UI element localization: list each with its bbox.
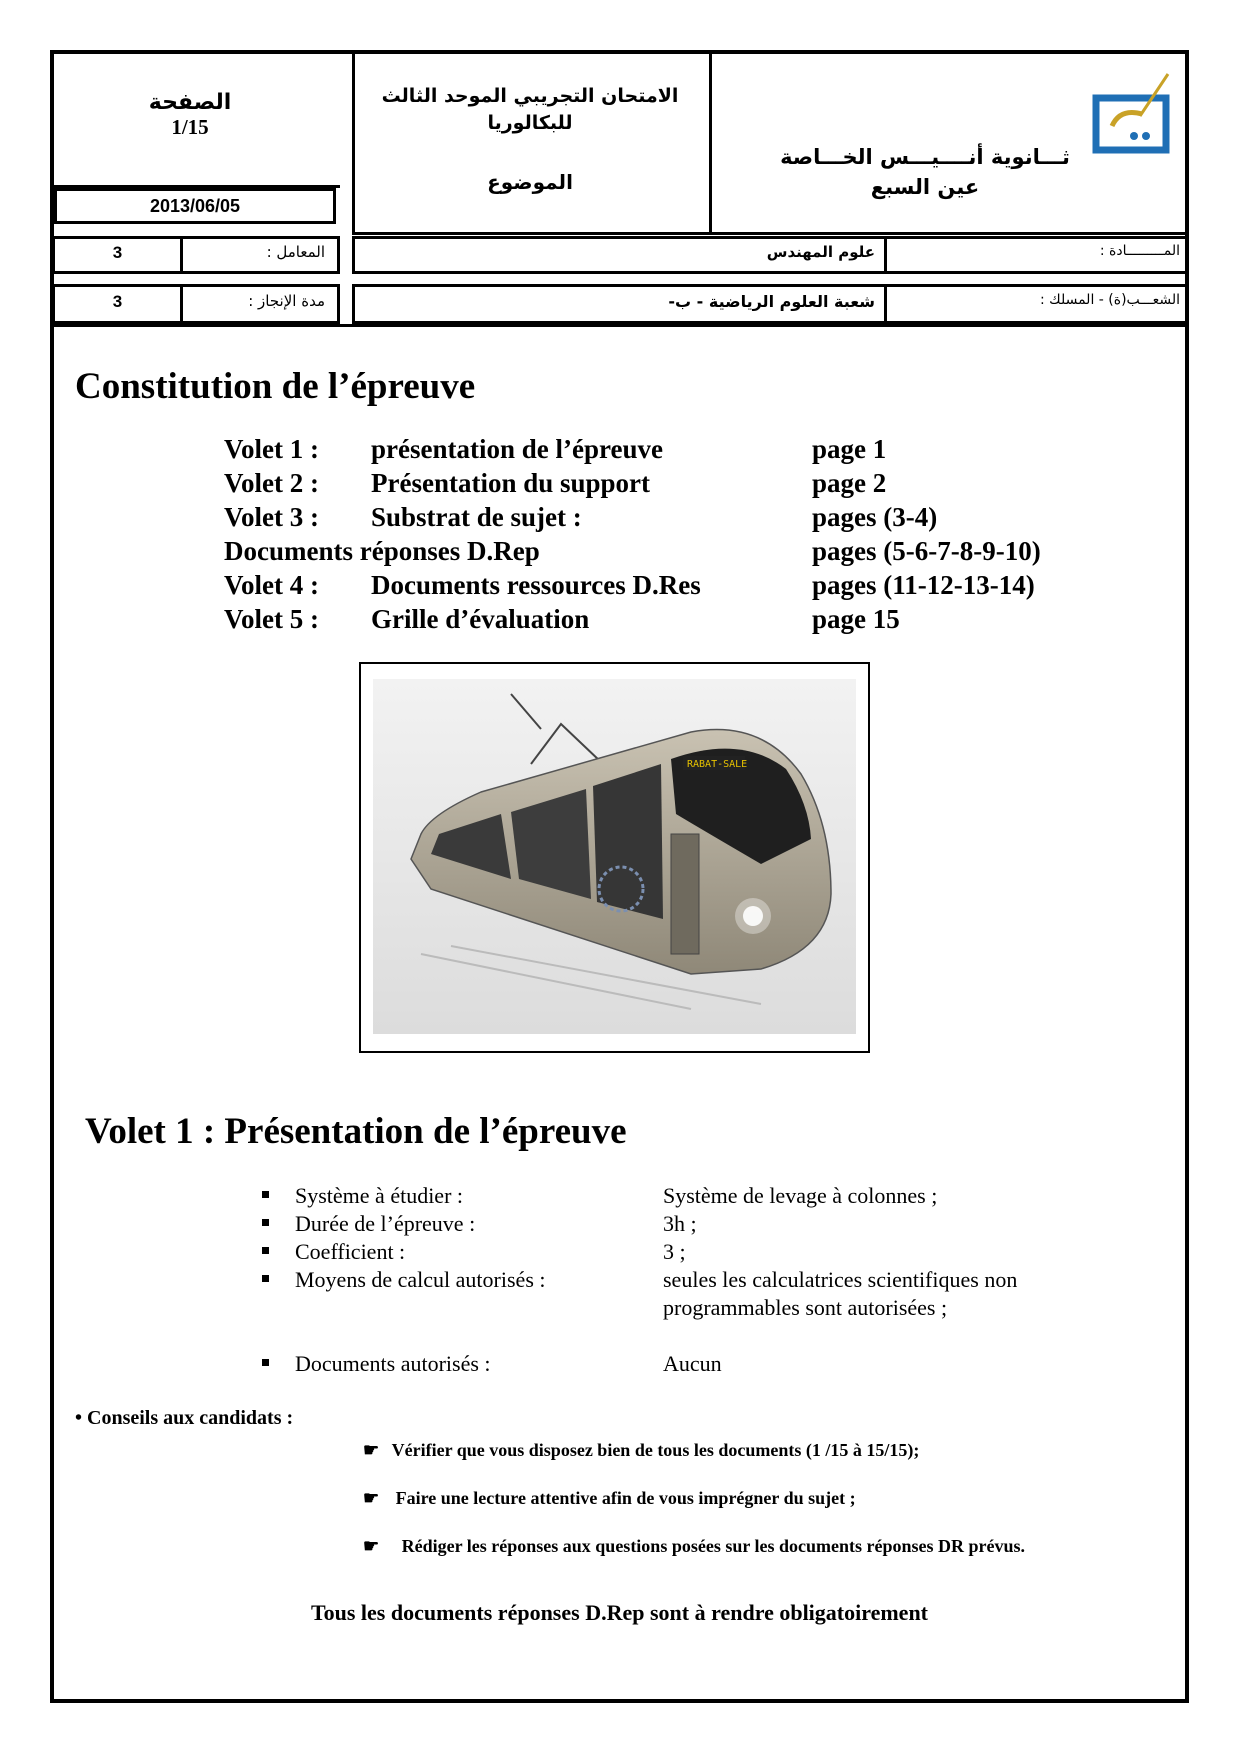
advice-text: Rédiger les réponses aux questions posées sur les documents réponses DR prévus. (401, 1536, 1026, 1556)
toc-row-4 (224, 534, 1074, 568)
toc-pages: page 2 (812, 468, 887, 498)
advice-item-3 (363, 1536, 1183, 1557)
duration-divider (180, 284, 183, 324)
toc-label: Volet 2 : (224, 468, 319, 498)
duration-value: 3 (112, 292, 123, 311)
header-bottom-line (50, 324, 1189, 327)
toc-label: Volet 5 : (224, 604, 319, 634)
school-name: ثـــانوية أنــــيـــس الخـــاصة (780, 145, 1070, 169)
volet1-item-label: Moyens de calcul autorisés : (295, 1267, 546, 1292)
header-vline-1 (352, 50, 355, 233)
bullet-icon (262, 1219, 269, 1226)
page-label: الصفحة (148, 90, 232, 115)
volet1-item-value: Aucun (663, 1351, 722, 1376)
toc-label: Documents réponses D.Rep (224, 536, 540, 566)
volet1-item-3 (262, 1238, 1162, 1266)
toc-pages: pages (11-12-13-14) (812, 570, 1035, 600)
exam-date: 2013/06/05 (149, 196, 241, 216)
branch-label: الشعـــب(ة) - المسلك : (1040, 292, 1180, 308)
volet1-item-5 (262, 1350, 1162, 1378)
pointing-hand-icon: ☛ (363, 1536, 380, 1556)
coef-value: 3 (112, 243, 123, 262)
toc-desc: Grille d’évaluation (371, 604, 590, 634)
matter-value: علوم المهندس (766, 243, 875, 261)
volet1-item-value: 3h ; (663, 1211, 697, 1236)
toc-row-3 (224, 500, 1074, 534)
duration-label: مدة الإنجاز : (248, 292, 325, 310)
advice-item-2 (363, 1488, 1183, 1509)
bullet-icon (262, 1247, 269, 1254)
exam-title-line1: الامتحان التجريبي الموحد الثالث (381, 85, 679, 107)
matter-label: المـــــــــادة : (1099, 243, 1180, 259)
tram-image-frame (359, 662, 870, 1053)
header-vline-2 (709, 50, 712, 233)
volet1-item-2 (262, 1210, 1162, 1238)
toc-row-5 (224, 568, 1074, 602)
advice-item-1 (363, 1440, 1183, 1461)
branch-value: شعبة العلوم الرياضية - ب- (668, 292, 875, 311)
date-box (54, 188, 336, 224)
school-location: عين السبع (870, 175, 980, 199)
toc-row-2 (224, 466, 1074, 500)
volet1-item-4 (262, 1266, 1162, 1322)
bullet-icon (262, 1359, 269, 1366)
toc-pages: pages (5-6-7-8-9-10) (812, 536, 1041, 566)
toc-row-6 (224, 602, 1074, 636)
subject-label: الموضوع (487, 170, 573, 194)
toc-desc: Présentation du support (371, 468, 651, 498)
toc-label: Volet 4 : (224, 570, 319, 600)
volet1-item-value: Système de levage à colonnes ; (663, 1183, 938, 1208)
advice-text: Faire une lecture attentive afin de vous imprégner du sujet ; (395, 1488, 856, 1508)
toc-label: Volet 3 : (224, 502, 319, 532)
branch-divider (884, 284, 887, 324)
volet1-item-value: seules les calculatrices scientifiques non (663, 1267, 1018, 1292)
coef-divider (180, 236, 183, 274)
school-logo-icon (1090, 68, 1180, 158)
tram-image (361, 664, 868, 1051)
volet1-item-label: Durée de l’épreuve : (295, 1211, 476, 1236)
coef-label: المعامل : (266, 243, 325, 261)
page-number: 1/15 (171, 115, 209, 139)
volet1-item-value: 3 ; (663, 1239, 686, 1264)
pointing-hand-icon: ☛ (363, 1488, 380, 1508)
toc-pages: page 15 (812, 604, 900, 634)
bullet-icon (262, 1191, 269, 1198)
constitution-title: Constitution de l’épreuve (75, 366, 476, 407)
toc-desc: Documents ressources D.Res (371, 570, 701, 600)
toc-pages: pages (3-4) (812, 502, 938, 532)
volet1-item-label: Coefficient : (295, 1239, 406, 1264)
volet1-item-1 (262, 1182, 1162, 1210)
tram-destination-sign: RABAT-SALE (687, 759, 748, 770)
matter-divider (884, 236, 887, 274)
volet1-item-label: Documents autorisés : (295, 1351, 491, 1376)
toc-desc: Substrat de sujet : (371, 502, 582, 532)
toc-pages: page 1 (812, 434, 887, 464)
volet1-title: Volet 1 : Présentation de l’épreuve (85, 1111, 627, 1152)
pointing-hand-icon: ☛ (363, 1440, 380, 1460)
volet1-item-value-cont: programmables sont autorisées ; (663, 1295, 948, 1320)
toc-row-1 (224, 432, 1074, 466)
toc-label: Volet 1 : (224, 434, 319, 464)
toc-desc: présentation de l’épreuve (371, 434, 663, 464)
footer-note: Tous les documents réponses D.Rep sont à rendre obligatoirement (310, 1600, 929, 1625)
exam-title-line2: للبكالوريا (487, 112, 573, 134)
volet1-item-label: Système à étudier : (295, 1183, 464, 1208)
header-divider (352, 232, 1189, 235)
bullet-icon (262, 1275, 269, 1282)
advice-title: • Conseils aux candidats : (75, 1407, 294, 1429)
advice-text: Vérifier que vous disposez bien de tous les documents (1 /15 à 15/15); (391, 1440, 920, 1460)
